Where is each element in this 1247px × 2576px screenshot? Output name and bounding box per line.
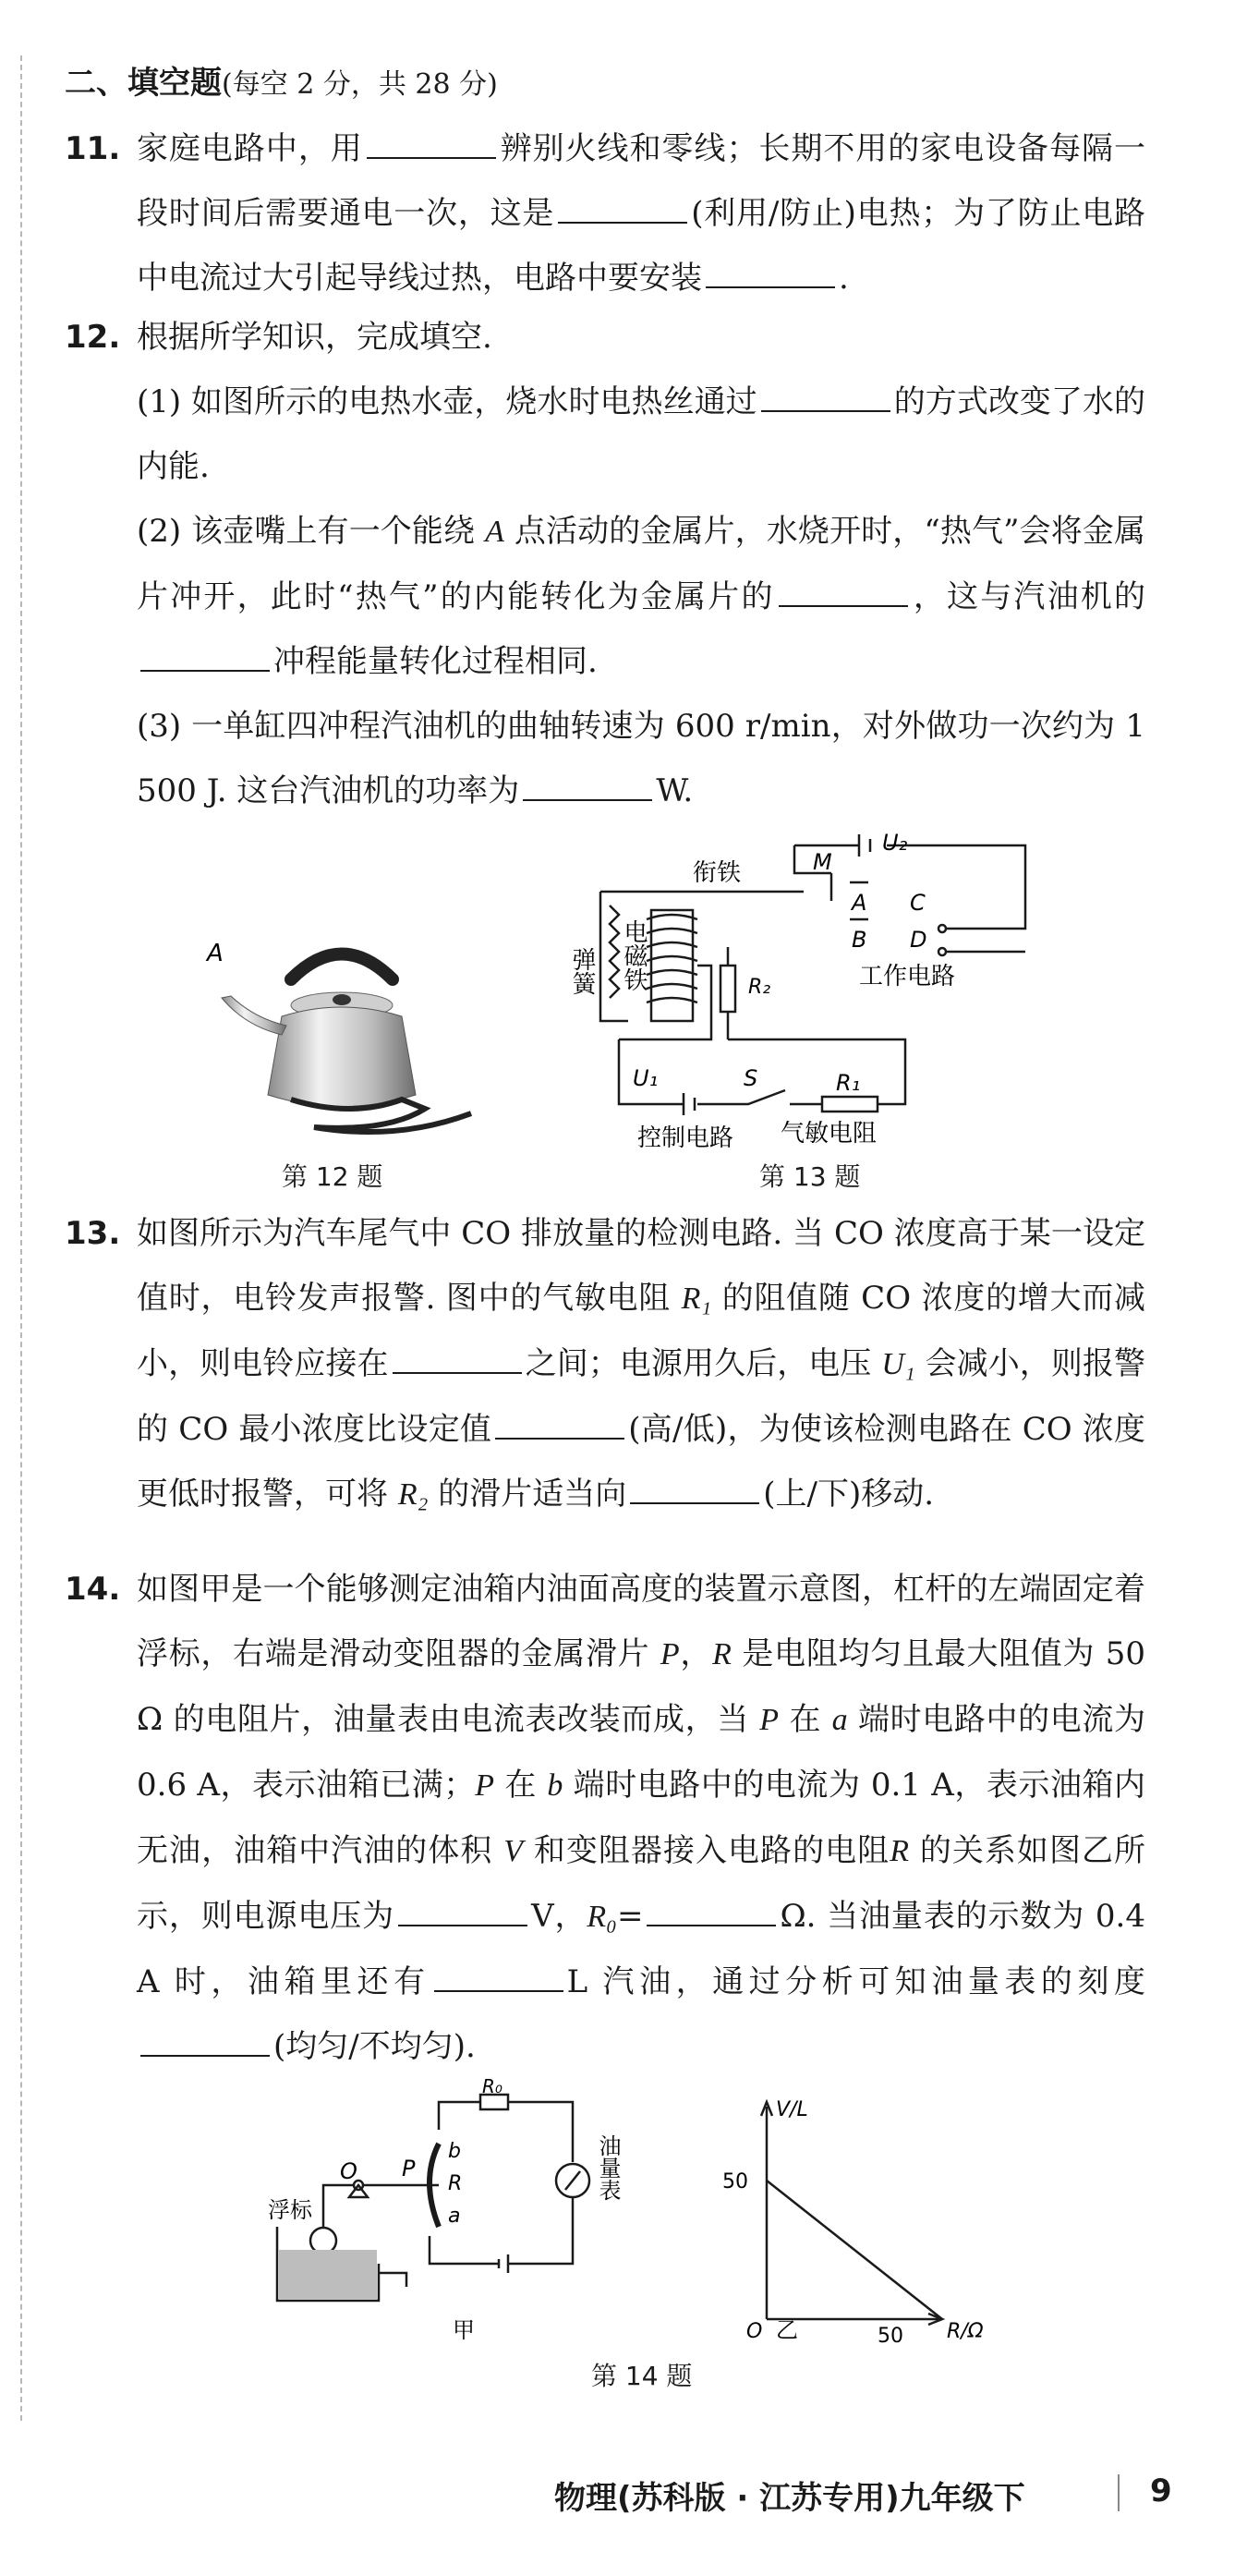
page-footer <box>554 2473 1025 2518</box>
section-heading: 二、填空题 <box>65 65 222 102</box>
label-b: b <box>448 2140 461 2163</box>
label-yi: 乙 <box>776 2317 798 2343</box>
label-electromagnet: 电磁铁 <box>620 919 648 991</box>
lever-arm <box>323 2185 439 2227</box>
answer-blank[interactable] <box>398 1893 527 1926</box>
figure-14-caption: 第 14 题 <box>591 2361 693 2391</box>
float-ball <box>310 2228 336 2254</box>
label-O: O <box>340 2158 357 2184</box>
label-M: M <box>813 849 832 875</box>
label-S: S <box>744 1065 758 1091</box>
volume-resistance-graph <box>711 2088 1016 2347</box>
coil-winding <box>647 915 697 1002</box>
figure-13-caption: 第 13 题 <box>759 1161 861 1192</box>
answer-blank[interactable] <box>434 1959 563 1992</box>
answer-blank[interactable] <box>647 1893 776 1926</box>
label-C: C <box>910 890 926 916</box>
question-intro: 根据所学知识，完成填空. <box>137 319 492 356</box>
section-score-note: (每空 2 分，共 28 分) <box>222 68 498 101</box>
answer-blank[interactable] <box>779 574 908 607</box>
question-14 <box>65 1557 1145 2079</box>
pivot-support <box>349 2185 368 2197</box>
question-text: 如图甲是一个能够测定油箱内油面高度的装置示意图，杠杆的左端固定着浮标，右端是滑动变阻器的金属滑片 P，R 是电阻均匀且最大阻值为 50 Ω 的电阻片，油量表由电流表改装而成，当 P 在 a 端时电路中的电流为 0.6 A，表示油箱已满；P 在 b 端时电路中的电流为 0.1 A，表示油箱内无油，油箱中汽油的体积 V 和变阻器接入电路的电阻R 的关系如图乙所示，则电源电压为 V，R₀= Ω. 当油量表的示数为 0.4 A 时，油箱里还有 L 汽油，通过分析可知油量表的刻度(均匀/不均匀). <box>137 1571 1146 2065</box>
label-B: B <box>852 927 867 953</box>
question-number: 13. <box>65 1215 121 1252</box>
gas-alarm-circuit <box>568 827 1062 1152</box>
question-text: 家庭电路中，用 辨别火线和零线；长期不用的家电设备每隔一段时间后需要通电一次，这是 (利用/防止)电热；为了防止电路中电流过大引起导线过热，电路中要安装 . <box>137 116 1145 310</box>
answer-blank[interactable] <box>706 255 835 288</box>
label-U2: U₂ <box>882 830 908 856</box>
label-a: a <box>448 2205 461 2228</box>
page-number: 9 <box>1150 2473 1172 2509</box>
answer-blank[interactable] <box>523 768 652 801</box>
label-U1: U₁ <box>633 1065 659 1091</box>
y-tick-label: 50 <box>722 2170 748 2193</box>
label-fuel-meter: 油量表 <box>595 2134 621 2201</box>
iron-core <box>651 910 693 1021</box>
question-13 <box>65 1201 1145 1527</box>
sub-question-2: (2) 该壶嘴上有一个能绕 A 点活动的金属片，水烧开时，“热气”会将金属片冲开，此时“热气”的内能转化为金属片的 ，这与汽油机的冲程能量转化过程相同. <box>137 513 1146 680</box>
label-R2: R₂ <box>748 976 771 999</box>
book-title: 物理(苏科版 · 江苏专用)九年级下 <box>554 2480 1025 2517</box>
spring <box>610 905 619 998</box>
binding-margin-line <box>20 55 22 2421</box>
answer-blank[interactable] <box>367 126 496 159</box>
sub-question-1: (1) 如图所示的电热水壶，烧水时电热丝通过 的方式改变了水的内能. <box>137 370 1145 499</box>
label-spring: 弹簧 <box>568 947 596 995</box>
label-armature: 衔铁 <box>693 859 742 887</box>
label-R0: R₀ <box>482 2075 502 2097</box>
question-number: 11. <box>65 130 121 167</box>
answer-blank[interactable] <box>630 1471 759 1504</box>
point-A-label: A <box>207 940 224 967</box>
kettle-figure <box>203 933 480 1146</box>
control-circuit-wire <box>619 1039 905 1104</box>
r1-gas-resistor <box>822 1097 878 1112</box>
terminal-C <box>938 925 946 932</box>
kettle-knob <box>333 994 351 1005</box>
label-float: 浮标 <box>268 2197 312 2223</box>
answer-blank[interactable] <box>558 190 687 224</box>
sub-question-3: (3) 一单缸四冲程汽油机的曲轴转速为 600 r/min，对外做功一次约为 1 500 J. 这台汽油机的功率为 W. <box>137 708 1145 809</box>
label-control-circuit: 控制电路 <box>637 1124 734 1152</box>
answer-blank[interactable] <box>393 1341 522 1374</box>
question-number: 14. <box>65 1571 121 1608</box>
data-line <box>767 2181 942 2319</box>
question-12 <box>65 305 1145 823</box>
x-tick-label: 50 <box>878 2325 903 2348</box>
footer-divider <box>1118 2474 1120 2511</box>
label-work-circuit: 工作电路 <box>859 963 956 990</box>
fuel-level <box>279 2250 377 2299</box>
section-title <box>65 57 498 103</box>
answer-blank[interactable] <box>495 1406 624 1440</box>
fuel-gauge-apparatus <box>268 2075 656 2347</box>
meter-needle <box>565 2171 580 2190</box>
label-R1: R₁ <box>836 1070 861 1096</box>
label-P: P <box>402 2156 416 2181</box>
question-text: 如图所示为汽车尾气中 CO 排放量的检测电路. 当 CO 浓度高于某一设定值时，电铃发声报警. 图中的气敏电阻 R₁ 的阻值随 CO 浓度的增大而减小，则电铃应接在 之间；电源用久后，电压 U₁ 会减小，则报警的 CO 最小浓度比设定值 (高/低)，为使该检测电路在 CO 浓度更低时报警，可将 R₂ 的滑片适当向 (上/下)移动. <box>137 1215 1146 1513</box>
answer-blank[interactable] <box>761 379 890 412</box>
label-A: A <box>852 890 867 916</box>
label-jia: 甲 <box>453 2317 475 2343</box>
y-axis-label: V/L <box>776 2098 808 2121</box>
figure-12-caption: 第 12 题 <box>282 1161 383 1192</box>
answer-blank[interactable] <box>140 2023 270 2057</box>
power-cord <box>291 1100 471 1132</box>
question-text <box>137 305 1145 823</box>
label-D: D <box>910 927 927 953</box>
kettle-handle <box>291 954 393 980</box>
terminal-D <box>938 948 946 955</box>
kettle-body <box>268 1007 416 1107</box>
tank-outlet <box>379 2273 406 2287</box>
kettle-spout <box>222 996 286 1035</box>
x-axis-label: R/Ω <box>947 2320 984 2343</box>
answer-blank[interactable] <box>140 638 270 672</box>
question-11 <box>65 116 1145 310</box>
r2-resistor <box>720 966 735 1012</box>
label-R: R <box>448 2172 463 2195</box>
question-number: 12. <box>65 319 121 356</box>
label-gas-resistor: 气敏电阻 <box>781 1120 878 1148</box>
origin-label: O <box>746 2320 763 2343</box>
